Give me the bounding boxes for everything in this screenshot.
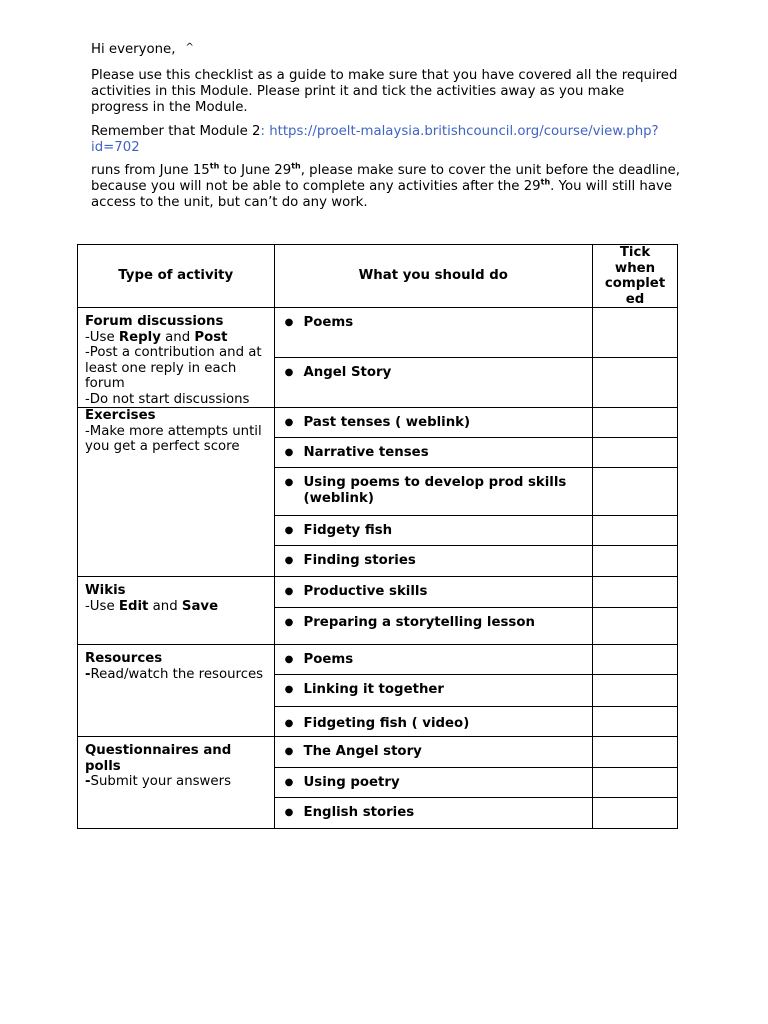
- activity-item: ● The Angel story: [274, 737, 593, 768]
- activity-title: Resources: [85, 651, 163, 666]
- bullet-dot-icon: ●: [284, 746, 294, 757]
- intro-section: [91, 42, 681, 211]
- table-row: [78, 408, 678, 438]
- bullet-dot-icon: ●: [284, 807, 294, 818]
- bullet-dot-icon: ●: [284, 586, 294, 597]
- activity-title: Forum discussions: [85, 314, 224, 329]
- activity-item: ● English stories: [274, 798, 593, 829]
- activity-item: ● Finding stories: [274, 546, 593, 577]
- table-row: [78, 645, 678, 675]
- activity-item: ● Fidgeting fish ( video): [274, 707, 593, 737]
- activity-title: Questionnaires and polls: [85, 743, 232, 774]
- activity-item: ● Using poems to develop prod skills (weblink): [274, 468, 593, 516]
- bullet-dot-icon: ●: [284, 447, 294, 458]
- tick-box[interactable]: [593, 737, 678, 768]
- bullet-dot-icon: ●: [284, 477, 294, 488]
- activity-item: ● Productive skills: [274, 577, 593, 608]
- tick-box[interactable]: [593, 608, 678, 645]
- greeting: Hi everyone, ^: [91, 42, 194, 57]
- tick-box[interactable]: [593, 438, 678, 468]
- tick-box[interactable]: [593, 577, 678, 608]
- activity-item: ● Poems: [274, 645, 593, 675]
- tick-box[interactable]: [593, 546, 678, 577]
- deadline-paragraph: runs from June 15th to June 29th, please make sure to cover the unit before the deadline, because you will not be able to complete any activities after the 29th. You will still have access to the unit, but can’t do any work.: [91, 161, 680, 210]
- activity-item: ● Poems: [274, 308, 593, 358]
- header-tick: Tick when complet ed: [593, 245, 678, 308]
- activity-item: ● Narrative tenses: [274, 438, 593, 468]
- tick-box[interactable]: [593, 707, 678, 737]
- activity-type-resources: Resources -Read/watch the resources: [78, 645, 275, 737]
- activity-item: ● Past tenses ( weblink): [274, 408, 593, 438]
- tick-box[interactable]: [593, 408, 678, 438]
- activity-item: ● Preparing a storytelling lesson: [274, 608, 593, 645]
- bullet-dot-icon: ●: [284, 417, 294, 428]
- activity-title: Wikis: [85, 583, 126, 598]
- activity-checklist-table: [77, 244, 678, 829]
- activity-item: ● Fidgety fish: [274, 516, 593, 546]
- module-link[interactable]: : https://proelt-malaysia.britishcouncil.org/course/view.php?id=702: [91, 124, 659, 155]
- activity-item: ● Angel Story: [274, 358, 593, 408]
- table-row: [78, 308, 678, 358]
- module-link-paragraph: Remember that Module 2: https://proelt-malaysia.britishcouncil.org/course/view.php?id=702: [91, 124, 659, 155]
- header-what: What you should do: [274, 245, 593, 308]
- caret-mark: ^: [185, 42, 194, 53]
- table-row: [78, 737, 678, 768]
- tick-box[interactable]: [593, 798, 678, 829]
- activity-type-wikis: Wikis -Use Edit and Save: [78, 577, 275, 645]
- tick-box[interactable]: [593, 768, 678, 798]
- tick-box[interactable]: [593, 358, 678, 408]
- bullet-dot-icon: ●: [284, 718, 294, 729]
- tick-box[interactable]: [593, 468, 678, 516]
- activity-type-exercises: Exercises -Make more attempts until you get a perfect score: [78, 408, 275, 577]
- tick-box[interactable]: [593, 308, 678, 358]
- bullet-dot-icon: ●: [284, 367, 294, 378]
- bullet-dot-icon: ●: [284, 317, 294, 328]
- bullet-dot-icon: ●: [284, 654, 294, 665]
- table-row: [78, 577, 678, 608]
- tick-box[interactable]: [593, 675, 678, 707]
- bullet-dot-icon: ●: [284, 617, 294, 628]
- activity-item: ● Linking it together: [274, 675, 593, 707]
- bullet-dot-icon: ●: [284, 684, 294, 695]
- bullet-dot-icon: ●: [284, 777, 294, 788]
- tick-box[interactable]: [593, 516, 678, 546]
- header-row: [78, 245, 678, 308]
- bullet-dot-icon: ●: [284, 555, 294, 566]
- activity-item: ● Using poetry: [274, 768, 593, 798]
- activity-type-forum: Forum discussions -Use Reply and Post -Post a contribution and at least one reply in each forum -Do not start discussions: [78, 308, 275, 408]
- activity-type-questionnaires: Questionnaires and polls -Submit your answers: [78, 737, 275, 829]
- header-type: Type of activity: [78, 245, 275, 308]
- tick-box[interactable]: [593, 645, 678, 675]
- activity-title: Exercises: [85, 408, 156, 423]
- bullet-dot-icon: ●: [284, 525, 294, 536]
- instructions-paragraph: Please use this checklist as a guide to make sure that you have covered all the required activities in this Module. Please print it and tick the activities away as you make progress in the Module.: [91, 68, 678, 115]
